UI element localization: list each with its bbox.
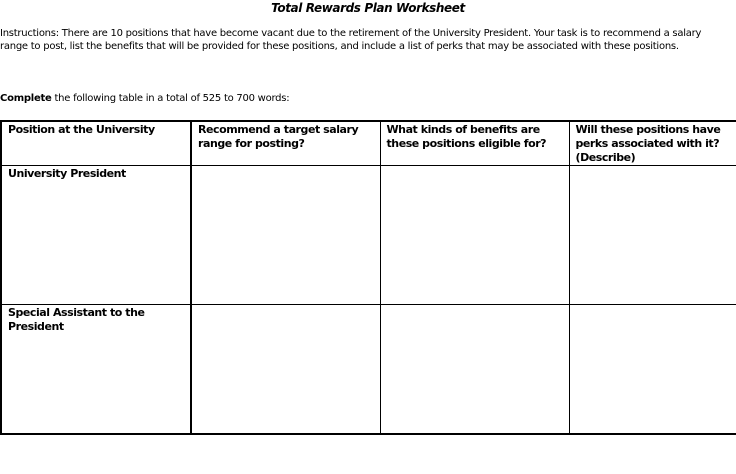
cell-position: University President (1, 166, 191, 305)
complete-instruction (0, 92, 289, 105)
rewards-table (0, 120, 736, 435)
header-position: Position at the University (1, 121, 191, 166)
document-title: Total Rewards Plan Worksheet (271, 1, 465, 15)
table-header-row (1, 121, 736, 166)
header-perks: Will these positions have perks associated with it? (Describe) (569, 121, 736, 166)
table-row (1, 166, 736, 305)
cell-benefits[interactable] (380, 166, 569, 305)
cell-salary[interactable] (191, 166, 380, 305)
complete-bold-text: Complete (0, 93, 52, 104)
cell-salary[interactable] (191, 305, 380, 435)
table-row (1, 305, 736, 435)
complete-rest-text: the following table in a total of 525 to 700 words: (51, 93, 290, 104)
instructions-paragraph: Instructions: There are 10 positions that have become vacant due to the retirement of the University President. Your task is to recommend a salary range to post, list the benefits that will be provided for these positions, and include a list of perks that may be associated with these positions. (0, 28, 702, 52)
cell-perks[interactable] (569, 305, 736, 435)
header-salary: Recommend a target salary range for posting? (191, 121, 380, 166)
header-benefits: What kinds of benefits are these positions eligible for? (380, 121, 569, 166)
cell-benefits[interactable] (380, 305, 569, 435)
cell-perks[interactable] (569, 166, 736, 305)
cell-position: Special Assistant to the President (1, 305, 191, 435)
